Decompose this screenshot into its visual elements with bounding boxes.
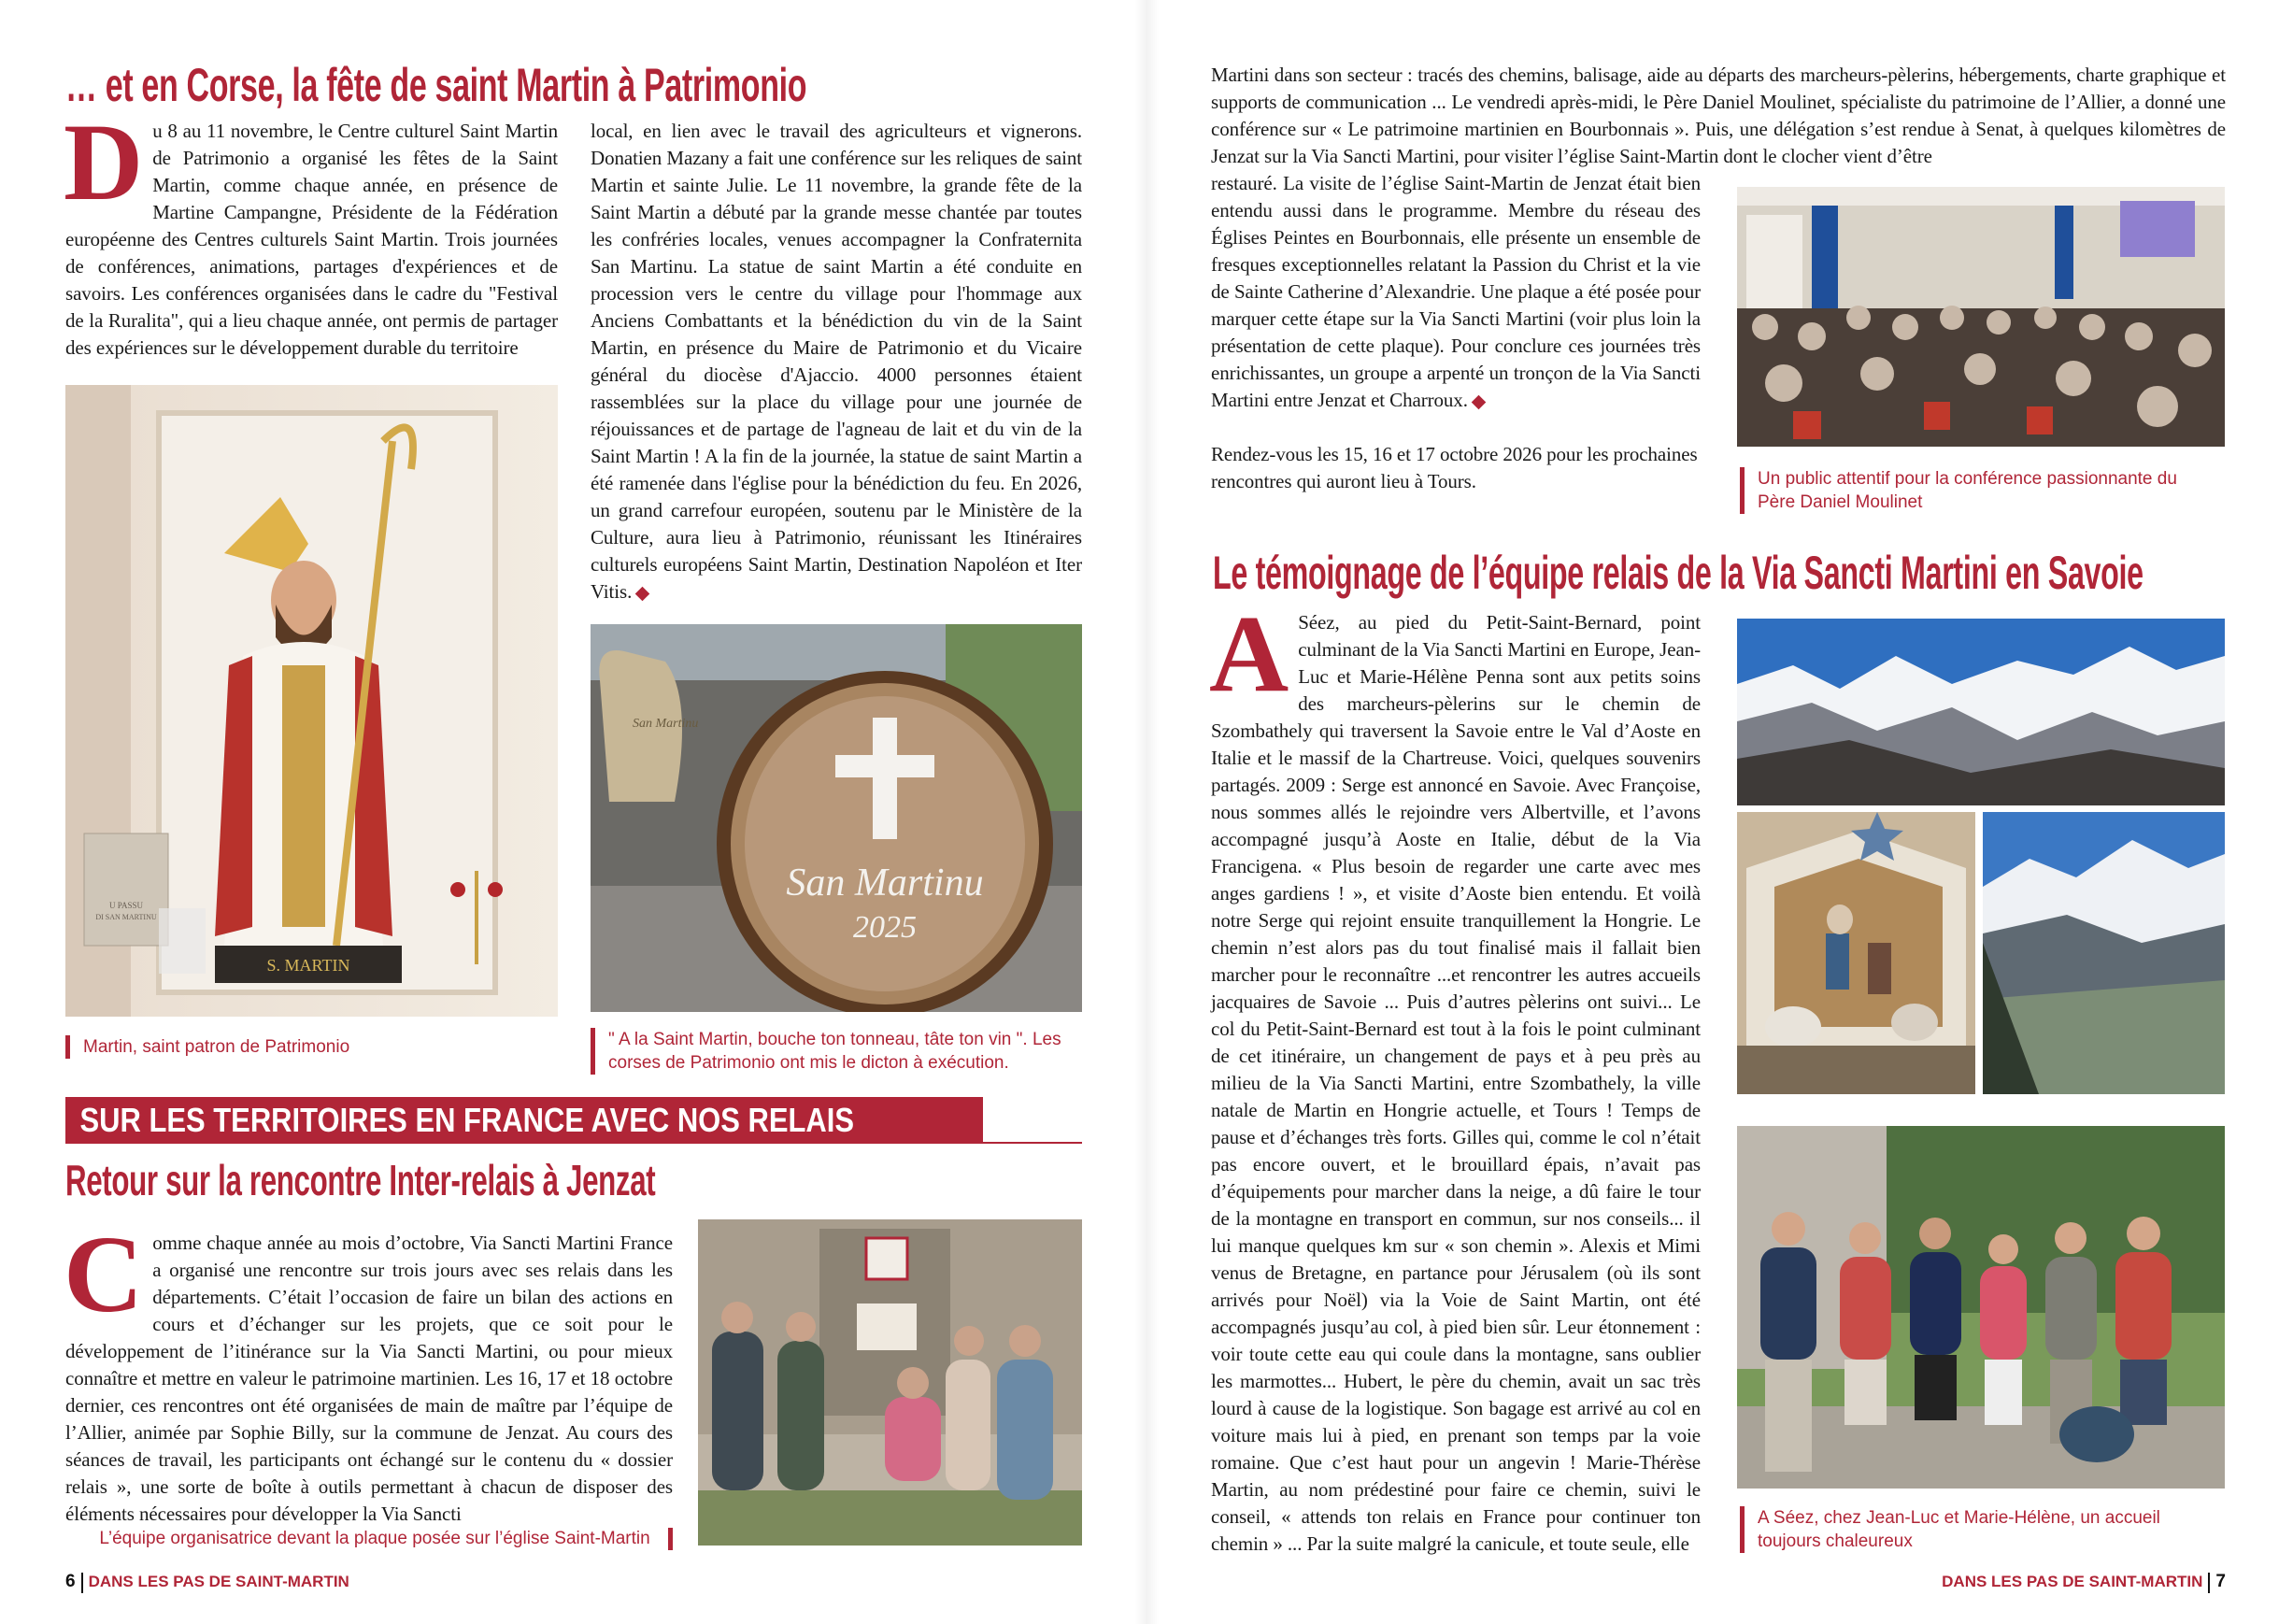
photo-saint-martin-statue <box>65 385 558 1017</box>
photo-nativity-scene <box>1737 812 1975 1094</box>
article-corse-col2 <box>591 118 1082 605</box>
article-title-corse: … et en Corse, la fête de saint Martin à Patrimonio <box>65 59 807 111</box>
body-text: Séez, au pied du Petit-Saint-Bernard, point culminant de la Via Sancti Martini en Europe, Jean-Luc et Marie-Hélène Penna sont aux petits soins des marcheurs-pèlerins sur le chemin de Szombathely qui traversent la Savoie entre le Val d’Aoste en Italie et le massif de la Chartreuse. Voici, quelques souvenirs partagés. 2009 : Serge est annoncé en Savoie. Avec Françoise, nous sommes allés le rejoindre vers Albertville, et l’avons accompagné jusqu’à Aoste en Italie, début de la Via Francigena. « Plus besoin de regarder une carte avec mes anges gardiens ! », et visite d’Aoste bien entendu. Et voilà notre Serge qui rejoint ensuite tranquillement la Hongrie. Le chemin n’est alors pas du tout finalisé mais il fallait bien marcher pour le reconnaître ...et rencontrer les autres accueils jacquaires de Savoie ... Puis d’autres pèlerins ont suivi... Le col du Petit-Saint-Bernard est tout à la fois le point culminant de cet itinéraire, un changement de pays et à peu près au milieu de la Via Sancti Martini, entre Szombathely, la ville natale de Martin en Hongrie actuelle, et Tours ! Temps de pause et d’échanges très forts. Gilles qui, comme le col n’était pas encore ouvert, et le brouillard épais, n’avait pas d’équipements pour marcher dans la neige, a dû faire le tour de la montagne en transport en commun, sur nos conseils... il lui manque quelques km sur « son chemin ». Alexis et Mimi venus de Bretagne, en partance pour Jérusalem (où ils sont arrivés pour Noël) via la Voie de Saint Martin, ont été accompagnés jusqu’au col, à pied bien sûr. Leur étonnement : voir toute cette eau qui coule dans la montagne, sans oublier les marmottes... Hubert, le père du chemin, avait un sac très lourd à cause de la logistique. Son bagage est arrivé au col en voiture mais lui à pied, en prenant son temps par la voie romaine. Que c’est haut pour un angevin ! Marie-Thérèse Martin, au nom prédestiné pour faire ce chemin, suivi le conseil, « attends ton relais en France pour continuer ton chemin » ... Par la suite malgré la canicule, et toute seule, elle <box>1211 611 1701 1555</box>
photo-conference-audience <box>1737 187 2225 447</box>
body-text: u 8 au 11 novembre, le Centre culturel Saint Martin de Patrimonio a organisé les fêtes de la Saint Martin, comme chaque année, en présence de Martine Campangne, Présidente de la Fédération européenne des Centres culturels Saint Martin. Trois journées de conférences, animations, partages d'expériences et de savoirs. Les conférences organisées dans le cadre du "Festival de la Ruralita", qui a lieu chaque année, ont permis de partager des expériences sur le développement durable du territoire <box>65 120 558 359</box>
dropcap: C <box>64 1213 144 1335</box>
photo-valley-view <box>1983 812 2225 1094</box>
barrel-lettering: San Martinu <box>786 862 984 905</box>
body-text: Martini dans son secteur : tracés des chemins, balisage, aide au départs des marcheurs-pèlerins, hébergements, charte graphique et supports de communication ... Le vendredi après-midi, le Père Daniel Moulinet, spécialiste du patrimoine de l’Allier, a donné une conférence sur « Le patrimoine martinien en Bourbonnais ». Puis, une délégation s’est rendue à Senat, à quelques kilomètres de Jenzat sur la Via Sancti Martini, pour visiter l’église Saint-Martin dont le clocher vient d’être <box>1211 64 2226 167</box>
article-title-jenzat: Retour sur la rencontre Inter-relais à Jenzat <box>65 1156 656 1204</box>
photo-caption <box>65 1527 673 1550</box>
article-jenzat-col <box>1211 170 1701 495</box>
article-jenzat-text <box>64 1213 673 1528</box>
body-text: local, en lien avec le travail des agriculteurs et vignerons. Donatien Mazany a fait une conférence sur les reliques de saint Martin et sainte Julie. Le 11 novembre, la grande fête de la Saint Martin a débuté par la grande messe chantée par toutes les confréries locales, venues accompagner la Confraternita San Martinu. La statue de saint Martin a été conduite en procession vers le centre du village pour l'hommage aux Anciens Combattants et la bénédiction du vin de la Saint Martin, en présence du Maire de Patrimonio et du Vicaire général du diocèse d'Ajaccio. 4000 personnes étaient rassemblées sur la place du village pour une journée de réjouissances et de partage de l'agneau de lait et du vin de la Saint Martin ! A la fin de la journée, la statue de saint Martin a été ramenée dans l'église pour la bénédiction du feu. En 2026, un grand carrefour européen, soutenu par le Ministère de la Culture, aura lieu à Patrimonio, réunissant les Itinéraires culturels européens Saint Martin, Destination Napoléon et Iter Vitis. <box>591 120 1082 603</box>
svg-text:U PASSU: U PASSU <box>109 901 143 910</box>
footer-left <box>65 1572 349 1593</box>
page-gutter <box>1134 0 1159 1624</box>
barrel-lettering-year: 2025 <box>853 910 917 945</box>
caption-bar <box>668 1528 673 1550</box>
footer-divider <box>81 1573 83 1593</box>
page-number: 7 <box>2215 1572 2226 1591</box>
photo-caption: Un public attentif pour la conférence passionnante du Père Daniel Moulinet <box>1740 467 2187 514</box>
article-savoie-text <box>1209 592 1701 1558</box>
article-jenzat-continued <box>1211 62 2226 170</box>
end-mark-diamond-icon <box>1472 394 1487 409</box>
photo-caption: Martin, saint patron de Patrimonio <box>65 1035 550 1059</box>
svg-text:San Martinu: San Martinu <box>633 717 699 731</box>
body-text: restauré. La visite de l’église Saint-Martin de Jenzat était bien entendu aussi dans le programme. Membre du réseau des Églises Peintes en Bourbonnais, elle présente un ensemble de fresques exceptionnelles relatant la Passion du Christ et la vie de Sainte Catherine d’Alexandrie. Une plaque a été posée pour marquer cette étape sur la Via Sancti Martini (voir plus loin la présentation de cette plaque). Pour conclure ces journées très enrichissantes, un groupe a arpenté un tronçon de la Via Sancti Martini entre Jenzat et Charroux. <box>1211 172 1701 411</box>
photo-barrel-san-martinu <box>591 624 1082 1012</box>
photo-team-jenzat <box>698 1219 1082 1546</box>
article-title-savoie: Le témoignage de l’équipe relais de la Via Sancti Martini en Savoie <box>1213 547 2143 599</box>
footer-divider <box>2208 1573 2210 1593</box>
photo-group-seez <box>1737 1126 2225 1489</box>
page-number: 6 <box>65 1572 76 1591</box>
statue-base-lettering: S. MARTIN <box>266 956 350 975</box>
section-banner <box>65 1097 983 1144</box>
photo-caption: A Séez, chez Jean-Luc et Marie-Hélène, un accueil toujours chaleureux <box>1740 1506 2225 1553</box>
article-corse-col1 <box>64 101 558 362</box>
svg-text:DI SAN MARTINU: DI SAN MARTINU <box>95 913 157 921</box>
end-mark-diamond-icon <box>635 586 650 601</box>
closing-text: Rendez-vous les 15, 16 et 17 octobre 2026 pour les prochaines rencontres qui auront lieu à Tours. <box>1211 443 1698 492</box>
photo-caption-text: L’équipe organisatrice devant la plaque posée sur l’église Saint-Martin <box>99 1529 650 1548</box>
section-banner-text: SUR LES TERRITOIRES EN FRANCE AVEC NOS RELAIS <box>79 1101 855 1139</box>
dropcap: D <box>64 101 144 223</box>
photo-caption: " A la Saint Martin, bouche ton tonneau, tâte ton vin ". Les corses de Patrimonio ont mis le dicton à exécution. <box>591 1028 1066 1075</box>
footer-right <box>1942 1572 2226 1593</box>
magazine-name: DANS LES PAS DE SAINT-MARTIN <box>88 1573 349 1590</box>
body-text: omme chaque année au mois d’octobre, Via Sancti Martini France a organisé une rencontre sur trois jours avec ses relais dans les départements. C’était l’occasion de faire un bilan des actions en cours et d’échanger sur les projets, que ce soit pour le développement de l’itinérance sur la Via Sancti Martini, ou pour mieux connaître et mettre en valeur le patrimoine martinien. Les 16, 17 et 18 octobre dernier, ces rencontres ont été organisées de main de maître par l’équipe de l’Allier, animée par Sophie Billy, sur la commune de Jenzat. Au cours des séances de travail, les participants ont échangé sur le contenu du « dossier relais », une sorte de boîte à outils permettant à chacun de disposer des éléments nécessaires pour développer la Via Sancti <box>65 1232 673 1525</box>
dropcap: A <box>1209 592 1289 715</box>
photo-mountains-panorama <box>1737 619 2225 805</box>
magazine-name: DANS LES PAS DE SAINT-MARTIN <box>1942 1573 2203 1590</box>
